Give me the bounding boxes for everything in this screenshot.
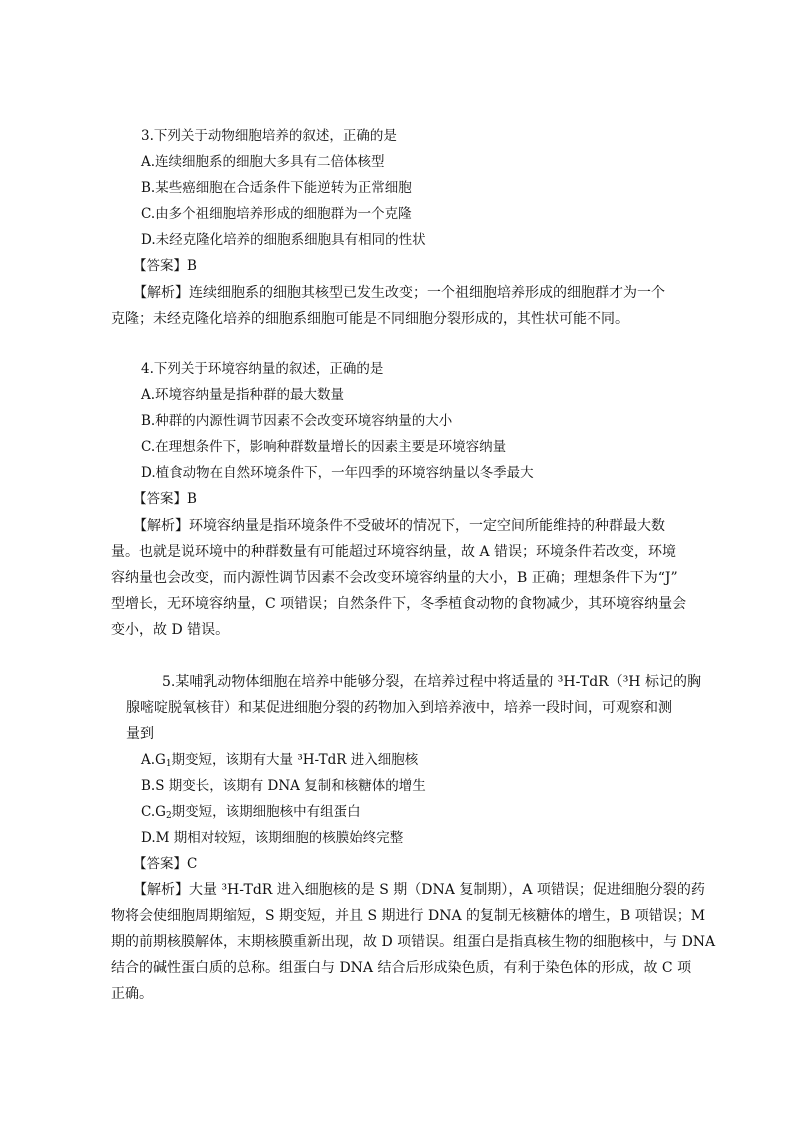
question-5-analysis-line-5: 正确。 — [111, 986, 153, 1002]
question-5-option-a — [141, 750, 418, 774]
question-3-analysis-line-1: 【解析】连续细胞系的细胞其核型已发生改变；一个祖细胞培养形成的细胞群才为一个 — [133, 285, 665, 301]
question-4-option-d: D.植食动物在自然环境条件下，一年四季的环境容纳量以冬季最大 — [141, 465, 534, 481]
option-c-subscript: 2 — [165, 811, 172, 821]
question-5-analysis-line-4: 结合的碱性蛋白质的总称。组蛋白与 DNA 结合后形成染色质，有利于染色体的形成，故 C 项 — [111, 960, 692, 976]
question-3-option-c: C.由多个祖细胞培养形成的细胞群为一个克隆 — [141, 206, 412, 222]
question-4-option-c: C.在理想条件下，影响种群数量增长的因素主要是环境容纳量 — [141, 439, 507, 455]
option-a-subscript: 1 — [165, 759, 172, 769]
question-4-option-b: B.种群的内源性调节因素不会改变环境容纳量的大小 — [141, 413, 453, 429]
question-3-stem: 3.下列关于动物细胞培养的叙述，正确的是 — [141, 128, 397, 144]
question-5-stem-line-3: 量到 — [126, 726, 154, 742]
question-5-stem-line-1: 5.某哺乳动物体细胞在培养中能够分裂，在培养过程中将适量的 ³H-TdR（³H 标记的胸 — [162, 674, 701, 690]
question-3-option-b: B.某些癌细胞在合适条件下能逆转为正常细胞 — [141, 180, 412, 196]
option-d-text: D.M 期相对较短，该期细胞的核膜始终完整 — [141, 830, 404, 846]
question-4-analysis-line-4: 型增长，无环境容纳量，C 项错误；自然条件下，冬季植食动物的食物减少，其环境容纳量会 — [111, 596, 687, 612]
question-3-analysis-line-2: 克隆；未经克隆化培养的细胞系细胞可能是不同细胞分裂形成的，其性状可能不同。 — [111, 311, 629, 327]
option-a-text: 期变短，该期有大量 ³H-TdR 进入细胞核 — [171, 752, 419, 768]
question-4-stem: 4.下列关于环境容纳量的叙述，正确的是 — [141, 361, 384, 377]
option-b-text: B.S 期变长，该期有 DNA 复制和核糖体的增生 — [141, 778, 426, 794]
question-4-option-a: A.环境容纳量是指种群的最大数量 — [141, 387, 345, 403]
question-5-answer: 【答案】C — [133, 856, 198, 872]
question-5-analysis-line-1: 【解析】大量 ³H-TdR 进入细胞核的是 S 期（DNA 复制期），A 项错误；促进细胞分裂的药 — [133, 882, 705, 898]
question-4-analysis-line-2: 量。也就是说环境中的种群数量有可能超过环境容纳量，故 A 错误；环境条件若改变，环境 — [111, 544, 677, 560]
question-4-analysis-line-5: 变小，故 D 错误。 — [111, 622, 230, 638]
question-3-option-d: D.未经克隆化培养的细胞系细胞具有相同的性状 — [141, 232, 426, 248]
question-4-analysis-line-1: 【解析】环境容纳量是指环境条件不受破坏的情况下，一定空间所能维持的种群最大数 — [133, 518, 665, 534]
question-5-analysis-line-2: 物将会使细胞周期缩短，S 期变短，并且 S 期进行 DNA 的复制无核糖体的增生，B 项错误；M — [111, 908, 706, 924]
question-3-answer: 【答案】B — [133, 258, 197, 274]
question-4-answer: 【答案】B — [133, 491, 197, 507]
question-5-option-b — [141, 776, 426, 796]
option-c-prefix: C.G — [141, 804, 166, 820]
question-4-analysis-line-3: 容纳量也会改变，而内源性调节因素不会改变环境容纳量的大小，B 正确；理想条件下为“J” — [111, 570, 678, 586]
question-5-option-d — [141, 828, 403, 848]
question-3-option-a: A.连续细胞系的细胞大多具有二倍体核型 — [141, 154, 385, 170]
question-5-stem-line-2: 腺嘧啶脱氧核苷）和某促进细胞分裂的药物加入到培养液中，培养一段时间，可观察和测 — [126, 700, 672, 716]
option-a-prefix: A.G — [141, 752, 166, 768]
option-c-text: 期变短，该期细胞核中有组蛋白 — [171, 804, 361, 820]
question-5-analysis-line-3: 期的前期核膜解体，末期核膜重新出现，故 D 项错误。组蛋白是指真核生物的细胞核中，与 DNA — [111, 934, 716, 950]
question-5-option-c — [141, 802, 361, 826]
